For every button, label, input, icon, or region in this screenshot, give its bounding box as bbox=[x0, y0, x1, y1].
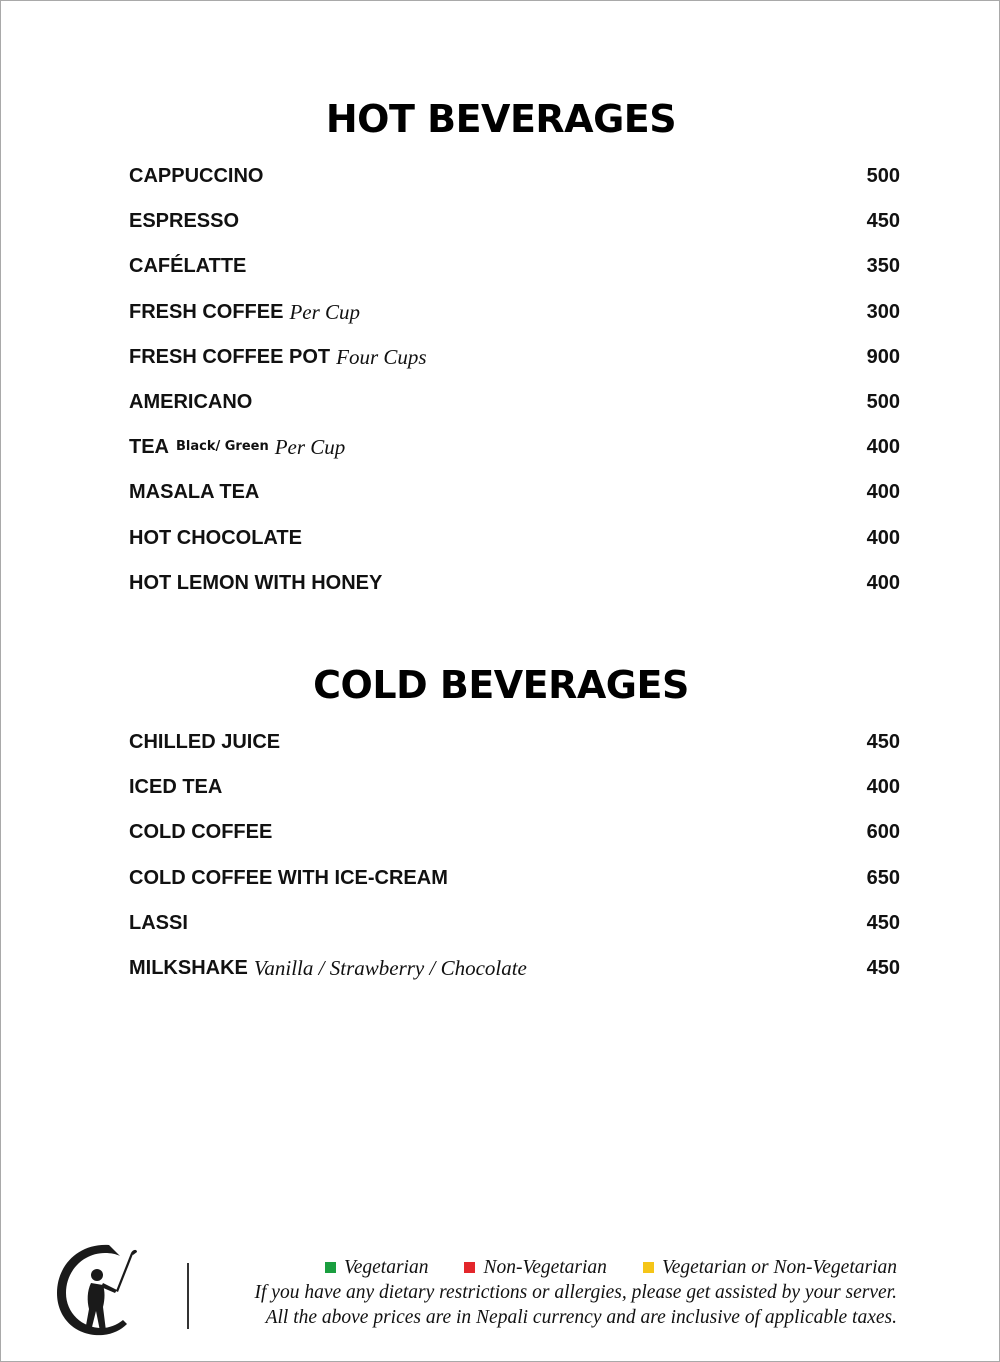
item-price: 500 bbox=[866, 390, 900, 413]
legend-label: Vegetarian or Non-Vegetarian bbox=[661, 1257, 897, 1278]
menu-item bbox=[129, 208, 900, 253]
legend-item bbox=[325, 1255, 428, 1280]
menu-item bbox=[129, 570, 900, 615]
item-name: LASSI bbox=[129, 911, 188, 934]
item-price: 450 bbox=[866, 210, 900, 233]
menu-item bbox=[129, 819, 900, 864]
menu-item bbox=[129, 344, 900, 389]
item-name: MILKSHAKE bbox=[129, 956, 248, 979]
legend-label: Vegetarian bbox=[343, 1257, 429, 1278]
legend-swatch-icon bbox=[464, 1262, 475, 1273]
item-name: HOT LEMON WITH HONEY bbox=[129, 571, 383, 594]
footer bbox=[255, 1255, 897, 1330]
item-price: 400 bbox=[866, 436, 900, 459]
item-note: Four Cups bbox=[336, 344, 427, 369]
item-price: 300 bbox=[866, 300, 900, 323]
item-price: 900 bbox=[866, 345, 900, 368]
legend-item bbox=[643, 1255, 897, 1280]
golfer-logo-icon bbox=[51, 1239, 141, 1339]
footer-divider bbox=[187, 1263, 189, 1329]
menu-item bbox=[129, 910, 900, 955]
item-name: TEA bbox=[129, 436, 169, 459]
item-name: COLD COFFEE bbox=[129, 821, 273, 844]
menu-item bbox=[129, 479, 900, 524]
item-name: CAFÉLATTE bbox=[129, 255, 247, 278]
item-name: AMERICANO bbox=[129, 390, 253, 413]
hot-beverages-title: HOT BEVERAGES bbox=[325, 97, 677, 141]
cold-beverages-list bbox=[129, 729, 900, 1000]
item-variant: Black/ Green bbox=[176, 439, 269, 455]
item-price: 650 bbox=[866, 866, 900, 889]
menu-item bbox=[129, 434, 900, 479]
item-price: 350 bbox=[866, 255, 900, 278]
item-price: 450 bbox=[866, 911, 900, 934]
item-name: ICED TEA bbox=[129, 776, 223, 799]
cold-beverages-title: COLD BEVERAGES bbox=[313, 663, 689, 707]
item-price: 400 bbox=[866, 571, 900, 594]
menu-item bbox=[129, 955, 900, 1000]
menu-item bbox=[129, 163, 900, 208]
item-name: ESPRESSO bbox=[129, 210, 240, 233]
item-name: MASALA TEA bbox=[129, 481, 260, 504]
menu-item bbox=[129, 299, 900, 344]
item-price: 400 bbox=[866, 526, 900, 549]
item-name: CHILLED JUICE bbox=[129, 731, 281, 753]
menu-item bbox=[129, 865, 900, 910]
item-price: 450 bbox=[866, 731, 900, 753]
legend-swatch-icon bbox=[643, 1262, 654, 1273]
menu-item bbox=[129, 525, 900, 570]
dietary-notice: If you have any dietary restrictions or allergies, please get assisted by your server. bbox=[254, 1282, 897, 1303]
menu-item bbox=[129, 389, 900, 434]
legend-swatch-icon bbox=[325, 1262, 336, 1273]
item-name: FRESH COFFEE POT bbox=[129, 345, 331, 368]
menu-item bbox=[129, 253, 900, 298]
item-price: 400 bbox=[866, 481, 900, 504]
item-price: 400 bbox=[866, 776, 900, 799]
dietary-legend bbox=[255, 1255, 897, 1280]
currency-notice: All the above prices are in Nepali currency and are inclusive of applicable taxes. bbox=[265, 1307, 897, 1328]
item-name: HOT CHOCOLATE bbox=[129, 526, 302, 549]
menu-item bbox=[129, 729, 900, 774]
menu-item bbox=[129, 774, 900, 819]
item-price: 450 bbox=[866, 956, 900, 979]
hot-beverages-list bbox=[129, 163, 900, 615]
item-note: Per Cup bbox=[289, 299, 361, 324]
item-name: CAPPUCCINO bbox=[129, 165, 264, 187]
legend-label: Non-Vegetarian bbox=[483, 1257, 607, 1278]
item-note: Per Cup bbox=[274, 435, 346, 460]
legend-item bbox=[464, 1255, 606, 1280]
item-note: Vanilla / Strawberry / Chocolate bbox=[253, 955, 527, 980]
item-price: 500 bbox=[866, 165, 900, 187]
item-price: 600 bbox=[866, 821, 900, 844]
item-name: COLD COFFEE WITH ICE-CREAM bbox=[129, 866, 448, 889]
item-name: FRESH COFFEE bbox=[129, 300, 284, 323]
